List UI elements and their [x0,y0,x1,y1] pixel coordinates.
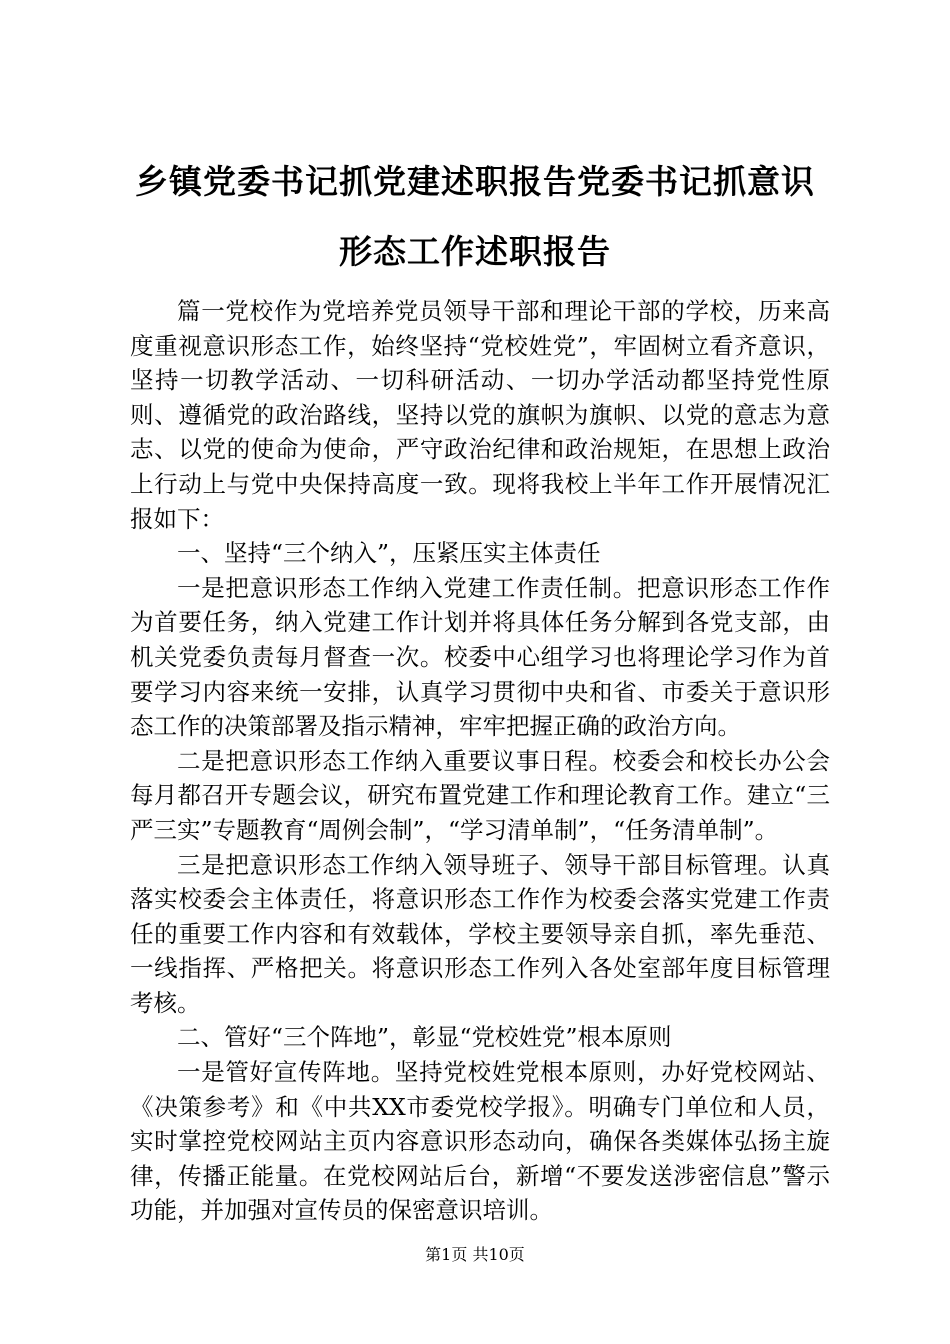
paragraph-item-1-3: 三是把意识形态工作纳入领导班子、领导干部目标管理。认真落实校委会主体责任，将意识形态工作作为校委会落实党建工作责任的重要工作内容和有效载体，学校主要领导亲自抓，率先垂范、一线指挥、严格把关。将意识形态工作列入各处室部年度目标管理考核。 [130,850,830,1017]
paragraph-item-1-2: 二是把意识形态工作纳入重要议事日程。校委会和校长办公会每月都召开专题会议，研究布置党建工作和理论教育工作。建立“三严三实”专题教育“周例会制”，“学习清单制”，“任务清单制”。 [130,746,830,844]
document-title-line-2: 形态工作述职报告 [339,232,611,271]
paragraph-item-1-1: 一是把意识形态工作纳入党建工作责任制。把意识形态工作作为首要任务，纳入党建工作计划并将具体任务分解到各党支部，由机关党委负责每月督查一次。校委中心组学习也将理论学习作为首要学习内容来统一安排，认真学习贯彻中央和省、市委关于意识形态工作的决策部署及指示精神，牢牢把握正确的政治方向。 [130,573,830,741]
page-footer: 第1页 共10页 [425,1245,525,1264]
paragraph-intro: 篇一党校作为党培养党员领导干部和理论干部的学校，历来高度重视意识形态工作，始终坚持“党校姓党”，牢固树立看齐意识，坚持一切教学活动、一切科研活动、一切办学活动都坚持党性原则、遵循党的政治路线，坚持以党的旗帜为旗帜、以党的意志为意志、以党的使命为使命，严守政治纪律和政治规矩，在思想上政治上行动上与党中央保持高度一致。现将我校上半年工作开展情况汇报如下： [130,297,830,533]
paragraph-item-2-1: 一是管好宣传阵地。坚持党校姓党根本原则，办好党校网站、《决策参考》和《中共XX市委党校学报》。明确专门单位和人员，实时掌控党校网站主页内容意识形态动向，确保各类媒体弘扬主旋律，传播正能量。在党校网站后台，新增“不要发送涉密信息”警示功能，并加强对宣传员的保密意识培训。 [130,1058,830,1225]
section-heading-1: 一、坚持“三个纳入”，压紧压实主体责任 [177,539,601,568]
document-title-line-1: 乡镇党委书记抓党建述职报告党委书记抓意识 [135,162,815,201]
document-body [130,294,830,1228]
section-heading-2: 二、管好“三个阵地”，彰显“党校姓党”根本原则 [177,1023,672,1052]
